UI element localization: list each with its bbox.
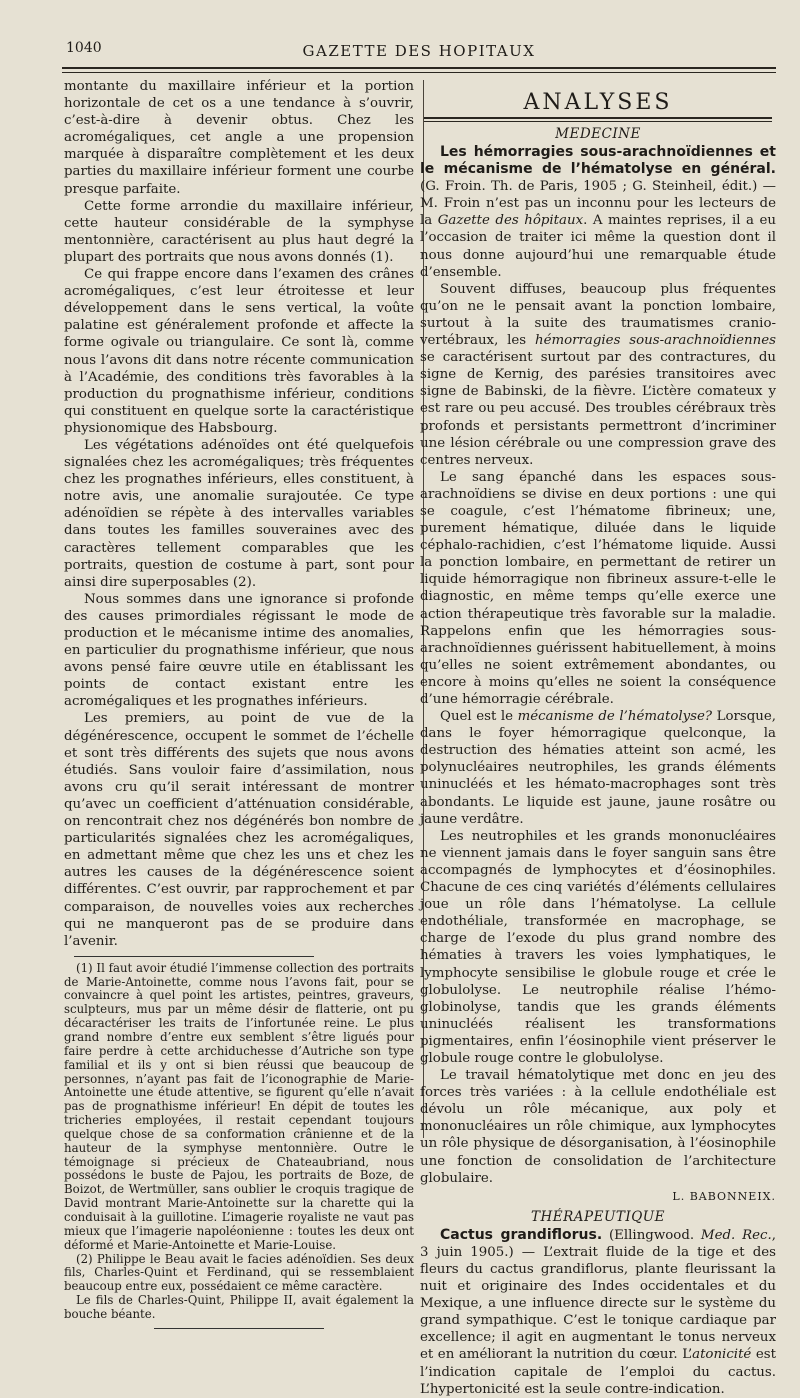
paragraph: Le sang épanché dans les espaces sous-arachnoïdiens se divise en deux portions : une qui se coagule, c’est l’hématome fibrineux; une, purement hématique, diluée dans le liquide céphalo-rachidien, c’est l’hématome liquide. Aussi la ponction lombaire, en permettant de retirer un liquide hémorragique non fibrineux assure-t-elle le diagnostic, en même temps qu’elle exerce une action thérapeutique très favorable sur la maladie. Rappelons enfin que les hémorragies sous-arachnoïdiennes guérissent habituellement, à moins qu’elles ne soient extrêmement abondantes, ou encore à moins qu’elles ne soient la conséquence d’une hémorragie cérébrale.	[420, 469, 776, 707]
article-title: Les hémorragies sous-arachnoïdiennes et le mécanisme de l’hématolyse en général.	[420, 144, 776, 178]
article-title: Cactus grandiflorus.	[440, 1226, 603, 1243]
paragraph: Les végétations adénoïdes ont été quelquefois signalées chez les acromégaliques; très fréquentes chez les prognathes inférieurs, elles constituent, à notre avis, une anomalie surajoutée. Ce type adénoïdien se répète à des intervalles variables dans toutes les familles souveraines avec des caractères tellement comparables que les portraits, question de costume à part, sont pour ainsi dire superposables (2).	[64, 437, 414, 590]
header-rule	[62, 67, 776, 69]
author-signature: L. BABONNEIX.	[672, 1189, 776, 1203]
paragraph: Nous sommes dans une ignorance si profonde des causes primordiales régissant le mode de production et le mécanisme intime des anomalies, en particulier du prognathisme inférieur, que nous avons pensé faire œuvre utile en établissant les points de contact existant entre les acromégaliques et les prognathes inférieurs.	[64, 591, 414, 710]
section-rule	[424, 117, 772, 119]
paragraph: montante du maxillaire inférieur et la portion horizontale de cet os a une tendance à s’ouvrir, c’est-à-dire à devenir obtus. Chez les acromégaliques, cet angle a une propension marquée à disparaître complètement et les deux parties du maxillaire inférieur forment une courbe presque parfaite.	[64, 79, 414, 197]
journal-title: GAZETTE DES HOPITAUX	[302, 42, 536, 60]
footnotes	[64, 962, 414, 1322]
header-rule-thin	[62, 72, 776, 73]
footnote: Le fils de Charles-Quint, Philippe II, avait également la bouche béante.	[64, 1293, 414, 1321]
section-title: ANALYSES	[523, 90, 673, 115]
footnote-rule	[74, 956, 314, 957]
right-column	[420, 84, 776, 1398]
article-intro: Cactus grandiflorus. (Ellingwood. Med. Rec., 3 juin 1905.) — L’extrait fluide de la tige et des fleurs du cactus grandiflorus, plante fleurissant la nuit et originaire des Indes occidentales et du Mexique, a une influence directe sur le système du grand sympathique. C’est le tonique cardiaque par excellence; il agit en augmentant le tonus nerveux et en améliorant la nutrition du cœur. L’atonicité est l’indication capitale de l’emploi du cactus. L’hypertonicité est la seule contre-indication.	[420, 1226, 776, 1397]
footnote: (1) Il faut avoir étudié l’immense collection des portraits de Marie-Antoinette, comme nous l’avons fait, pour se convaincre à quel point les artistes, peintres, graveurs, sculpteurs, mus par un même désir de flatterie, ont pu décaractériser les traits de l’infortunée reine. Le plus grand nombre d’entre eux semblent s’être ligués pour faire perdre à cette archiduchesse d’Autriche son type familial et ils y ont si bien réussi que beaucoup de personnes, n’ayant pas fait de l’iconographie de Marie-Antoinette une étude attentive, se figurent qu’elle n’avait pas de prognathisme inférieur! En dépit de toutes les tricheries employées, il restait cependant toujours quelque chose de sa conformation crânienne et de la hauteur de la symphyse mentonnière. Outre le témoignage si précieux de Chateaubriand, nous possédons le buste de Pajou, les portraits de Boze, de Boizot, de Wertmüller, sans oublier le croquis tragique de David montrant Marie-Antoinette sur la charette qui la conduisait à la guillotine. L’imagerie royaliste ne vaut pas mieux que l’imagerie napoléonienne : toutes les deux ont déformé et Marie-Antoinette et Marie-Louise.	[64, 960, 414, 1252]
ornament-divider	[154, 1328, 324, 1333]
paragraph: Les premiers, au point de vue de la dégénérescence, occupent le sommet de l’échelle et sont très différents des sujets que nous avons étudiés. Sans vouloir faire d’assimilation, nous avons cru qu’il serait intéressant de montrer qu’avec un coefficient d’atténuation considérable, on rencontrait chez nos dégénérés bon nombre de particularités signalées chez les acromégaliques, en admettant même que chez les uns et chez les autres les causes de la dégénérescence soient différentes. C’est ouvrir, par rapprochement et par comparaison, de nouvelles voies aux recherches qui ne manqueront pas de se produire dans l’avenir.	[64, 711, 414, 949]
page-number: 1040	[66, 40, 102, 56]
medecine-body	[420, 144, 776, 1205]
page-header	[66, 40, 772, 64]
left-body	[64, 78, 414, 950]
paragraph: Le travail hématolytique met donc en jeu des forces très variées : à la cellule endothéliale est dévolu un rôle mécanique, aux poly et mononucléaires un rôle chimique, aux lymphocytes un rôle physique de désorganisation, à l’éosinophile une fonction de consolidation de l’architecture globulaire.	[420, 1068, 776, 1186]
footnote: (2) Philippe le Beau avait le facies adénoïdien. Ses deux fils, Charles-Quint et Ferdinand, qui se ressemblaient beaucoup entre eux, possédaient ce même caractère.	[64, 1251, 414, 1294]
paragraph: Souvent diffuses, beaucoup plus fréquentes qu’on ne le pensait avant la ponction lombaire, surtout à la suite des traumatismes cranio-vertébraux, les hémorragies sous-arachnoïdiennes se caractérisent surtout par des contractures, du signe de Kernig, des parésies transitoires avec signe de Babinski, de la fièvre. L’ictère comateux y est rare ou peu accusé. Des troubles cérébraux très profonds et persistants permettront d’incriminer une lésion cérébrale ou une compression grave des centres nerveux.	[420, 281, 776, 468]
paragraph: Quel est le mécanisme de l’hématolyse? Lorsque, dans le foyer hémorragique quelconque, la destruction des hématies atteint son acmé, les polynucléaires neutrophiles, les grands éléments uninucléés et les hémato-macrophages sont très abondants. Le liquide est jaune, jaune rosâtre ou jaune verdâtre.	[420, 709, 776, 827]
therapeutique-body	[420, 1227, 776, 1398]
article-intro: Les hémorragies sous-arachnoïdiennes et le mécanisme de l’hématolyse en général. (G. Froin. Th. de Paris, 1905 ; G. Steinheil, édit.) — M. Froin n’est pas un inconnu pour les lecteurs de la Gazette des hôpitaux. A maintes reprises, il a eu l’occasion de traiter ici même la question dont il nous donne aujourd’hui une remarquable étude d’ensemble.	[420, 144, 776, 280]
section-rule-thin	[424, 121, 772, 122]
paragraph: Cette forme arrondie du maxillaire inférieur, cette hauteur considérable de la symphyse mentonnière, caractérisent au plus haut degré la plupart des portraits que nous avons donnés (1).	[64, 198, 414, 265]
therapeutique-heading: THÉRAPEUTIQUE	[531, 1208, 665, 1225]
paragraph: Ce qui frappe encore dans l’examen des crânes acromégaliques, c’est leur étroitesse et leur développement dans le sens vertical, la voûte palatine est généralement profonde et affecte la forme ogivale ou triangulaire. Ce sont là, comme nous l’avons dit dans notre récente communication à l’Académie, des conditions très favorables à la production du prognathisme inférieur, conditions qui constituent en quelque sorte la caractéristique physionomique des Habsbourg.	[64, 267, 414, 436]
medecine-heading: MEDECINE	[555, 126, 641, 142]
left-column	[64, 78, 414, 1333]
paragraph: Les neutrophiles et les grands mononucléaires ne viennent jamais dans le foyer sanguin sans être accompagnés de lymphocytes et d’éosinophiles. Chacune de ces cinq variétés d’éléments cellulaires joue un rôle dans l’hématolyse. La cellule endothéliale, transformée en macrophage, se charge de l’exode du plus grand nombre des hématies à travers les voies lymphatiques, le lymphocyte sensibilise le globule rouge et crée le globulolyse. Le neutrophile réalise l’hémo-globinolyse, tandis que les grands éléments uninucléés réalisent les transformations pigmentaires, enfin l’éosinophile vient préserver le globule rouge contre le globulolyse.	[420, 828, 776, 1066]
